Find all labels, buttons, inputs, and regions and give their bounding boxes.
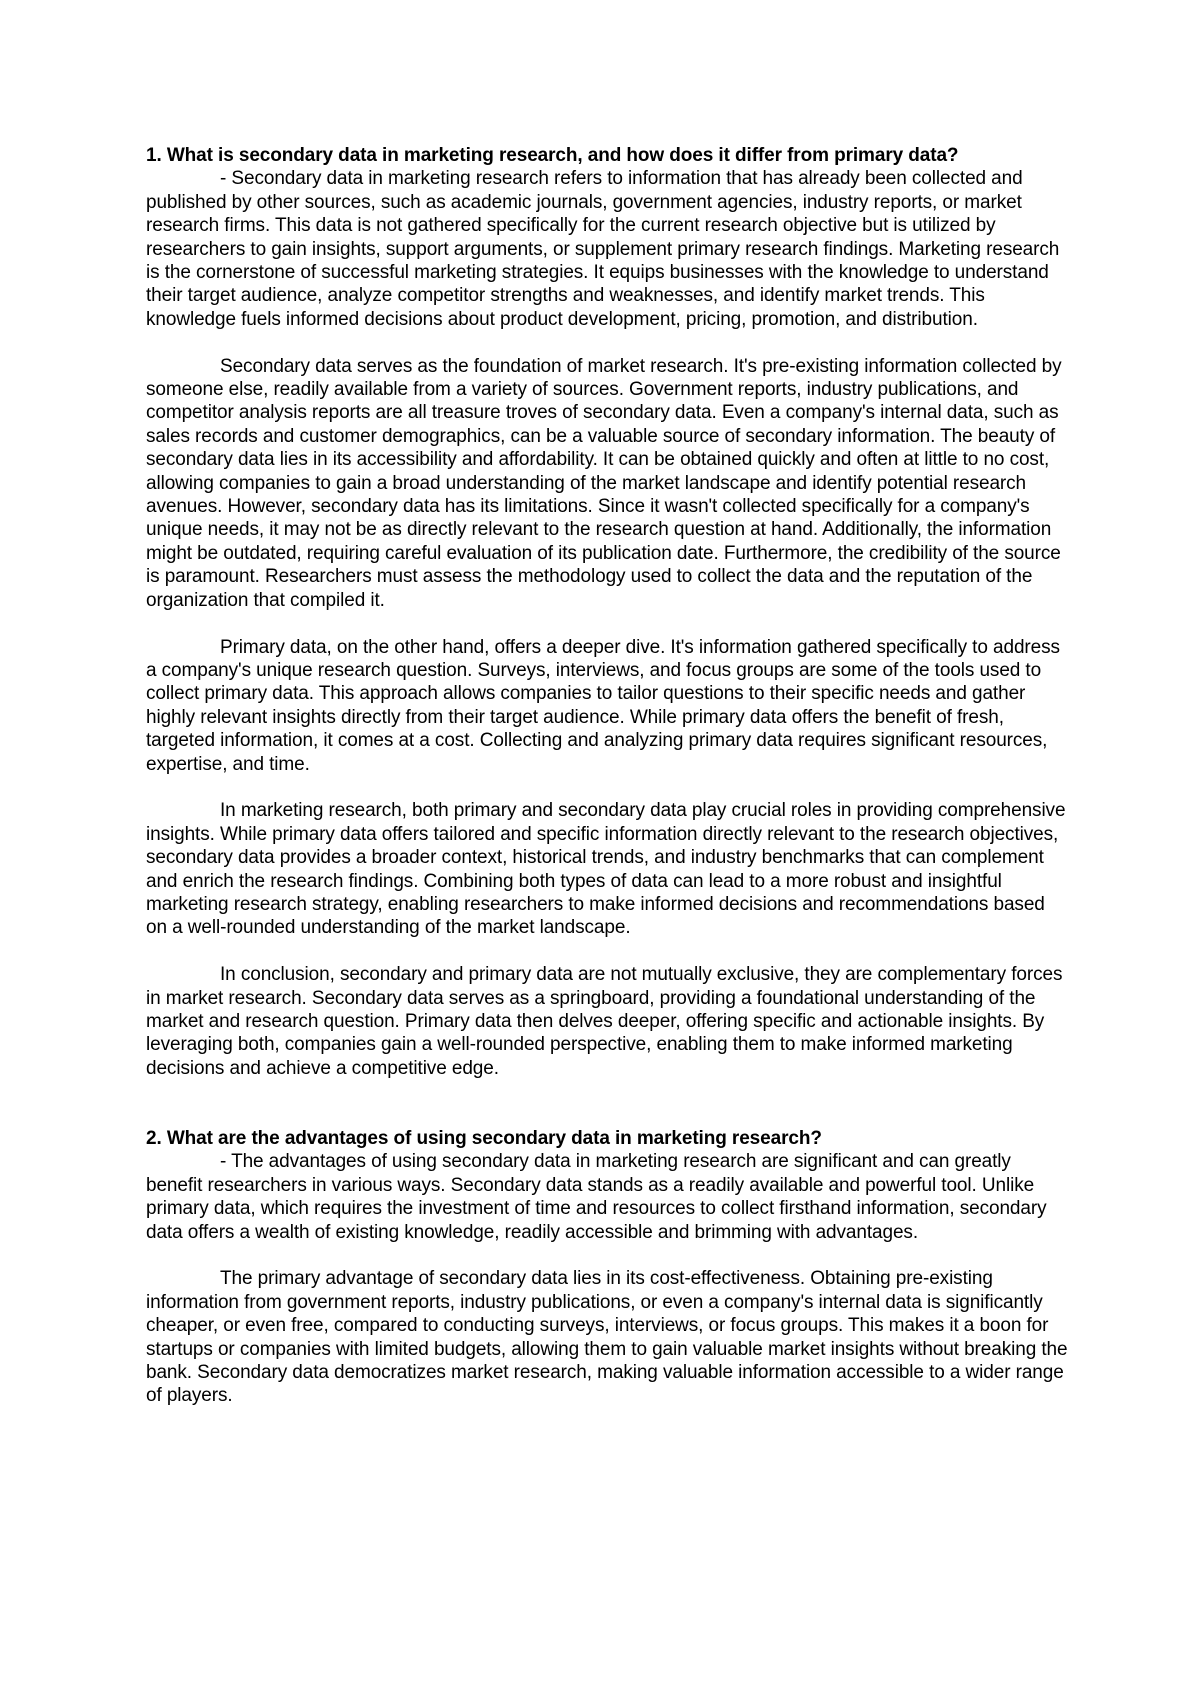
paragraph: - Secondary data in marketing research refers to information that has already been collected and published by other sources, such as academic journals, government agencies, industry reports, or market research firms. This data is not gathered specifically for the current research objective but is utilized by researchers to gain insights, support arguments, or supplement primary research findings. Marketing research is the cornerstone of successful marketing strategies. It equips businesses with the knowledge to understand their target audience, analyze competitor strengths and weaknesses, and identify market trends. This knowledge fuels informed decisions about product development, pricing, promotion, and distribution. <box>146 168 1060 330</box>
paragraph: In conclusion, secondary and primary data are not mutually exclusive, they are complementary forces in market research. Secondary data serves as a springboard, providing a foundational understanding of the market and research question. Primary data then delves deeper, offering specific and actionable insights. By leveraging both, companies gain a well-rounded perspective, enabling them to make informed marketing decisions and achieve a competitive edge. <box>146 964 1063 1079</box>
section-heading: 2. What are the advantages of using secondary data in marketing research? <box>146 1127 822 1149</box>
section-1 <box>146 144 1070 1080</box>
paragraph: The primary advantage of secondary data lies in its cost-effectiveness. Obtaining pre-existing information from government reports, industry publications, or even a company's internal data is significantly cheaper, or even free, compared to conducting surveys, interviews, or focus groups. This makes it a boon for startups or companies with limited budgets, allowing them to gain valuable market insights without breaking the bank. Secondary data democratizes market research, making valuable information accessible to a wider range of players. <box>146 1268 1068 1407</box>
section-2 <box>146 1127 1070 1408</box>
paragraph: In marketing research, both primary and secondary data play crucial roles in providing comprehensive insights. While primary data offers tailored and specific information directly relevant to the research objectives, secondary data provides a broader context, historical trends, and industry benchmarks that can complement and enrich the research findings. Combining both types of data can lead to a more robust and insightful marketing research strategy, enabling researchers to make informed decisions and recommendations based on a well-rounded understanding of the market landscape. <box>146 800 1066 939</box>
section-spacer <box>146 1104 1070 1127</box>
section-heading: 1. What is secondary data in marketing research, and how does it differ from primary data? <box>146 145 959 166</box>
paragraph: Primary data, on the other hand, offers a deeper dive. It's information gathered specifically to address a company's unique research question. Surveys, interviews, and focus groups are some of the tools used to collect primary data. This approach allows companies to tailor questions to their specific needs and gather highly relevant insights directly from their target audience. While primary data offers the benefit of fresh, targeted information, it comes at a cost. Collecting and analyzing primary data requires significant resources, expertise, and time. <box>146 636 1060 775</box>
paragraph: Secondary data serves as the foundation of market research. It's pre-existing information collected by someone else, readily available from a variety of sources. Government reports, industry publications, and competitor analysis reports are all treasure troves of secondary data. Even a company's internal data, such as sales records and customer demographics, can be a valuable source of secondary information. The beauty of secondary data lies in its accessibility and affordability. It can be obtained quickly and often at little to no cost, allowing companies to gain a broad understanding of the market landscape and identify potential research avenues. However, secondary data has its limitations. Since it wasn't collected specifically for a company's unique needs, it may not be as directly relevant to the research question at hand. Additionally, the information might be outdated, requiring careful evaluation of its publication date. Furthermore, the credibility of the source is paramount. Researchers must assess the methodology used to collect the data and the reputation of the organization that compiled it. <box>146 355 1062 611</box>
document-body <box>146 144 1070 1431</box>
paragraph: - The advantages of using secondary data in marketing research are significant and can greatly benefit researchers in various ways. Secondary data stands as a readily available and powerful tool. Unlike primary data, which requires the investment of time and resources to collect firsthand information, secondary data offers a wealth of existing knowledge, readily accessible and brimming with advantages. <box>146 1151 1047 1243</box>
